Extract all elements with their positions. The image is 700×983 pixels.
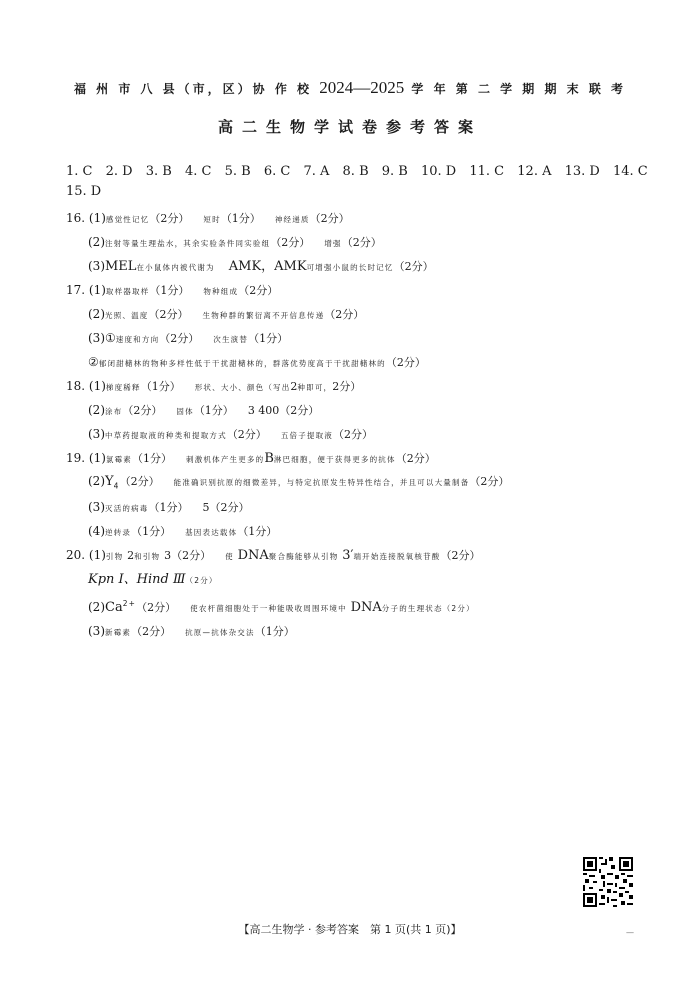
part-number: (2) [88,403,105,417]
q17-part-3 [66,327,636,351]
mc-answers-row-1 [66,162,648,182]
mc-answer: 7. A [303,164,330,179]
answer-text: Y [105,474,114,489]
score: （2分） [270,236,311,249]
qr-code-icon [583,857,633,907]
score: （2分） [279,404,320,417]
answer-text: DNA [237,548,269,564]
score: （1分） [220,212,261,225]
score: （2分） [136,601,177,615]
question-17 [66,279,636,375]
score: （2分） [385,356,426,369]
part-number: 17. (1) [66,283,106,297]
score: （2分） [149,212,190,225]
score: （1分） [254,625,295,639]
answer-text: 增强 [324,239,342,248]
answer-text: 神经递质 [274,215,310,224]
answer-text: 3 400 [247,404,280,417]
part-number: (4) [88,524,105,539]
answer-text: 引物 [105,552,124,562]
score: （2分） [333,428,374,441]
score: （2分） [171,549,212,563]
score: （2分） [185,576,218,586]
answer-text: 3 [164,549,172,563]
mc-answer: 2. D [105,164,133,179]
score: （2分） [148,308,189,321]
question-19 [66,447,636,544]
mc-answer: 13. D [564,164,600,179]
answer-text: 郁闭甜槠林的物种多样性低于干扰甜槠林的，群落优势度高于干扰甜槠林的 [98,359,386,368]
q20-part-1 [66,544,636,568]
mc-answers-row-2 [66,182,636,202]
question-18 [66,375,636,447]
question-20 [66,544,636,644]
answer-text: 基因表达载体 [185,528,238,538]
score: （2分） [238,284,279,297]
part-number: (3) [88,259,105,273]
answer-text: Kpn Ⅰ、Hind Ⅲ [88,572,186,588]
circled-number: ① [105,331,116,345]
header-prefix: 福 州 市 八 县（市，区）协 作 校 [73,82,313,96]
answer-text: 五倍子提取液 [280,431,334,440]
part-number: (2) [88,307,105,321]
mc-answer: 14. C [613,164,648,179]
answer-text: 灭活的病毒 [105,504,149,514]
answer-text: 5 [202,501,210,515]
answer-text: 涂布 [105,407,123,416]
mc-answer: 9. B [381,164,408,179]
score: （2分） [122,404,163,417]
score: （2分） [131,625,172,639]
footer-mark: — [626,928,634,937]
answer-text: 使农杆菌细胞处于一种能吸收周围环境中 [190,604,347,614]
score: （1分） [140,380,181,393]
part-number: (2) [88,600,105,615]
exam-header [0,78,700,98]
answer-text: 次生演替 [213,335,249,344]
q19-part-2 [66,471,636,496]
q18-part-2 [66,399,636,423]
q18-part-3 [66,423,636,447]
page-footer: 【高二生物学 · 参考答案 第 1 页(共 1 页)】 [238,923,462,936]
score: （1分） [131,525,172,539]
answer-text: 短时 [203,215,221,224]
answer-text: 淋巴细胞，便于获得更多的抗体 [273,455,396,464]
answer-text: 注射等量生理盐水，其余实验条件同实验组 [105,239,271,248]
answer-text: 取样器取样 [105,287,150,296]
q19-part-4 [66,520,636,544]
part-number: (3) [88,331,105,345]
mc-answer: 4. C [184,164,212,179]
part-number: 18. (1) [66,379,106,393]
score: （2分） [395,452,436,465]
answer-text: 3′ [342,548,354,564]
mc-answer: 15. D [66,184,102,199]
mc-answer: 12. A [517,164,552,179]
subscript: 4 [113,481,120,491]
answer-text: 逆转录 [105,528,132,538]
score: （2分） [324,308,365,321]
answer-text: 固体 [176,407,194,416]
score: （1分） [237,525,278,539]
answer-content [66,162,648,644]
q17-part-2 [66,303,636,327]
part-number: (3) [88,500,105,515]
q19-part-3 [66,496,636,520]
score: （1分） [248,332,289,345]
answer-text: 感觉性记忆 [105,215,150,224]
score: （2分） [341,236,382,249]
answer-text: 生物种群的繁衍离不开信息传递 [202,311,325,320]
score: （2分） [159,332,200,345]
answer-text: 端开始连接脱氧核苷酸 [353,552,441,562]
answer-text: 使 [225,552,234,562]
q20-part-1b [66,568,636,592]
mc-answer: 1. C [66,164,93,179]
part-number: (2) [88,235,105,249]
answer-text: 和引物 [134,552,161,562]
score: （2分） [119,475,160,488]
part-number: (3) [88,427,105,441]
mc-answer: 10. D [421,164,457,179]
superscript: 2+ [122,599,137,609]
answer-text: 物种组成 [203,287,239,296]
answer-text: 种即可， [297,383,333,392]
score: （1分） [132,452,173,465]
answer-text: 形状、大小、颜色（写出 [194,383,291,392]
score: （1分） [193,404,234,417]
score: （2分） [442,604,475,614]
q16-part-3 [66,255,636,279]
q20-part-3 [66,620,636,644]
answer-text: Ca [105,600,123,616]
score: （2分） [469,475,510,488]
answer-text: 能准确识别抗原的细微差异，与特定抗原发生特异性结合，并且可以大量制备 [173,478,470,487]
part-number: (3) [88,624,105,639]
answer-text: 分子的生理状态 [381,604,443,614]
header-years: 2024—2025 [319,78,405,97]
answer-text: 中草药提取液的种类和提取方式 [105,431,227,440]
mc-answer: 8. B [342,164,369,179]
answer-text: 在小鼠体内被代谢为 [136,263,215,272]
answer-text: 刺激机体产生更多的 [186,455,265,464]
circled-number: ② [88,355,99,369]
answer-text: 抗原—抗体杂交法 [185,628,255,638]
answer-text: DNA [350,600,382,616]
part-number: 16. (1) [66,211,106,225]
answer-text: AMK，AMK [228,259,307,274]
answer-text: 聚合酶能够从引物 [268,552,339,562]
score: （1分） [149,284,190,297]
q20-part-2 [66,592,636,620]
answer-text: 新霉素 [105,628,132,638]
mc-answer: 6. C [263,164,291,179]
page-title: 高二生物学试卷参考答案 [217,118,482,136]
q18-part-1 [66,375,636,399]
score: （1分） [148,501,189,515]
answer-text: B [264,451,274,466]
q16-part-1 [66,207,636,231]
mc-answer: 3. B [145,164,172,179]
answer-text: 可增强小鼠的长时记忆 [306,263,394,272]
answer-text: MEL [105,259,137,274]
answer-text: 氯霉素 [105,455,133,464]
score: （2分） [209,501,250,515]
score: （2分） [309,212,350,225]
score: 2分） [332,380,362,393]
part-number: 19. (1) [66,451,106,465]
q17-part-3b [66,351,636,375]
part-number: (2) [88,474,105,488]
mc-answer: 11. C [469,164,505,179]
q19-part-1 [66,447,636,471]
answer-text: 光照、温度 [105,311,149,320]
answer-text: 2 [127,549,135,563]
score: （2分） [226,428,267,441]
answer-text: 2 [290,380,298,393]
score: （2分） [393,260,434,273]
mc-answer: 5. B [224,164,251,179]
q16-part-2 [66,231,636,255]
question-16 [66,207,636,279]
score: （2分） [440,549,481,563]
answer-text: 梯度稀释 [105,383,141,392]
answer-text: 速度和方向 [115,335,160,344]
part-number: 20. (1) [66,548,106,563]
header-suffix: 学 年 第 二 学 期 期 末 联 考 [411,82,627,96]
q17-part-1 [66,279,636,303]
